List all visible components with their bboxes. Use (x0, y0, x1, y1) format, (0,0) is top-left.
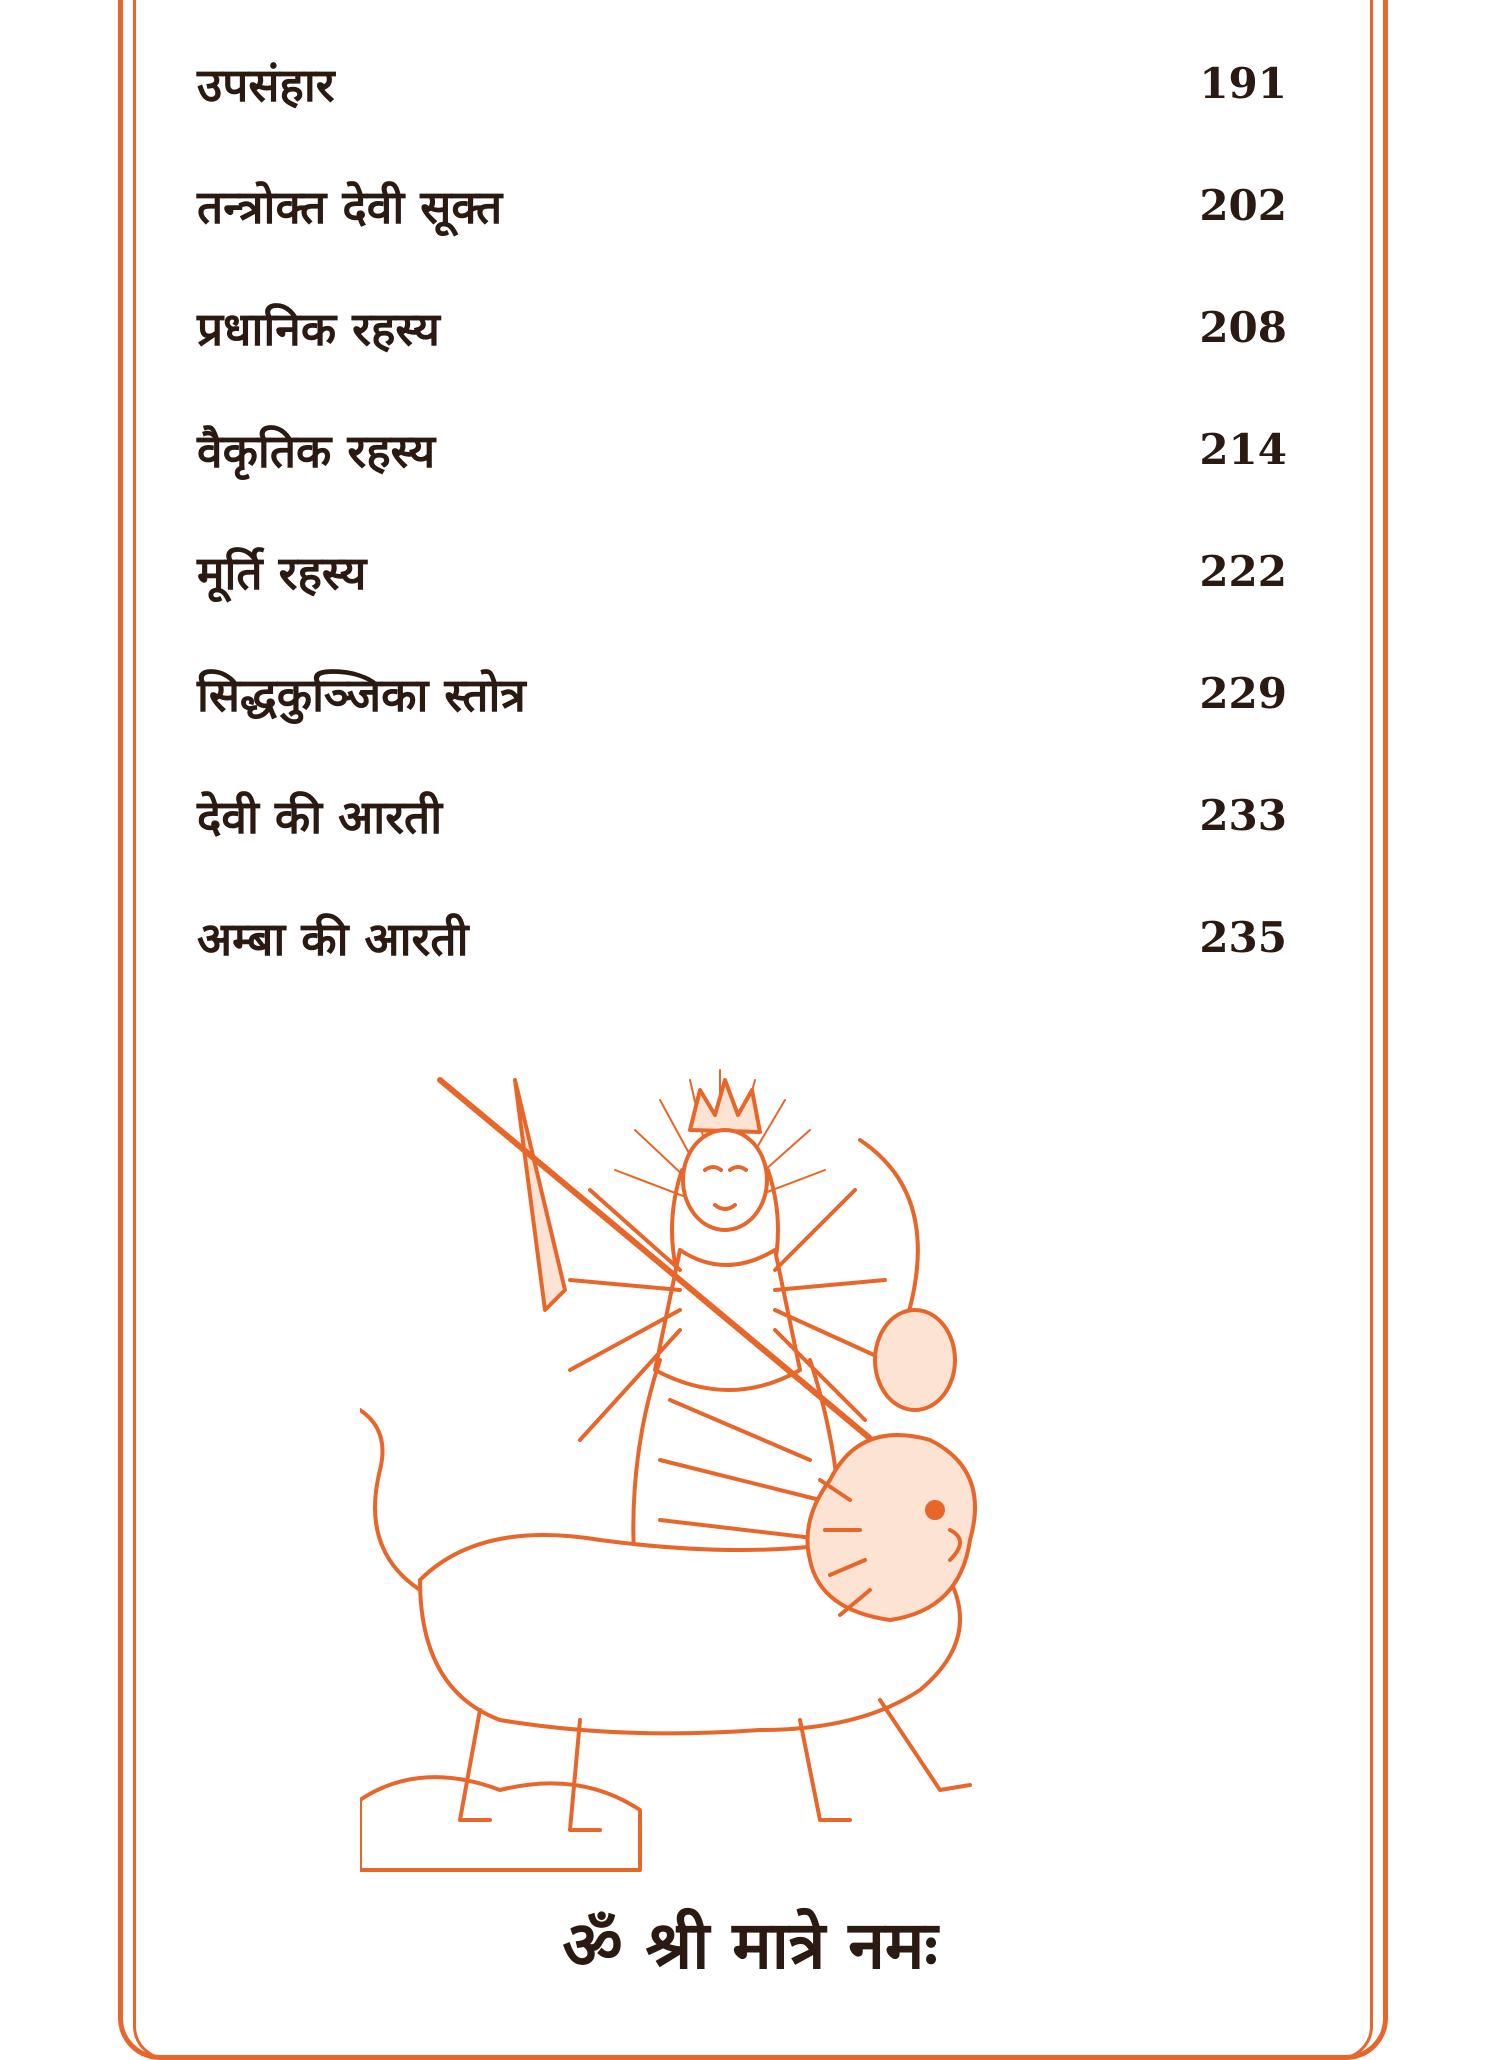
toc-entry[interactable] (197, 302, 1287, 424)
toc-entry[interactable] (197, 424, 1287, 546)
toc-entry-page: 233 (1199, 791, 1287, 840)
table-of-contents (197, 58, 1287, 1034)
toc-entry-title: अम्बा की आरती (197, 912, 469, 966)
toc-entry-title: प्रधानिक रहस्य (197, 302, 440, 356)
toc-entry[interactable] (197, 668, 1287, 790)
toc-entry-page: 235 (1199, 913, 1287, 962)
toc-entry-page: 202 (1199, 181, 1287, 230)
toc-entry-title: तन्त्रोक्त देवी सूक्त (197, 180, 503, 234)
toc-entry-title: उपसंहार (197, 58, 335, 112)
mantra-heading: ॐ श्री मात्रे नमः (562, 1906, 938, 1984)
toc-entry[interactable] (197, 180, 1287, 302)
toc-entry[interactable] (197, 912, 1287, 1034)
toc-entry-title: सिद्धकुञ्जिका स्तोत्र (197, 668, 526, 722)
toc-entry-page: 222 (1199, 547, 1287, 596)
toc-entry[interactable] (197, 790, 1287, 912)
toc-entry-page: 214 (1199, 425, 1287, 474)
toc-entry-title: वैकृतिक रहस्य (197, 424, 436, 478)
goddess-durga-on-lion-icon (360, 1060, 1160, 1880)
toc-entry-title: मूर्ति रहस्य (197, 546, 367, 600)
toc-entry[interactable] (197, 546, 1287, 668)
toc-entry-page: 229 (1199, 669, 1287, 718)
toc-entry-title: देवी की आरती (197, 790, 443, 844)
toc-entry-page: 208 (1199, 303, 1287, 352)
toc-entry-page: 191 (1199, 59, 1287, 108)
toc-entry[interactable] (197, 58, 1287, 180)
